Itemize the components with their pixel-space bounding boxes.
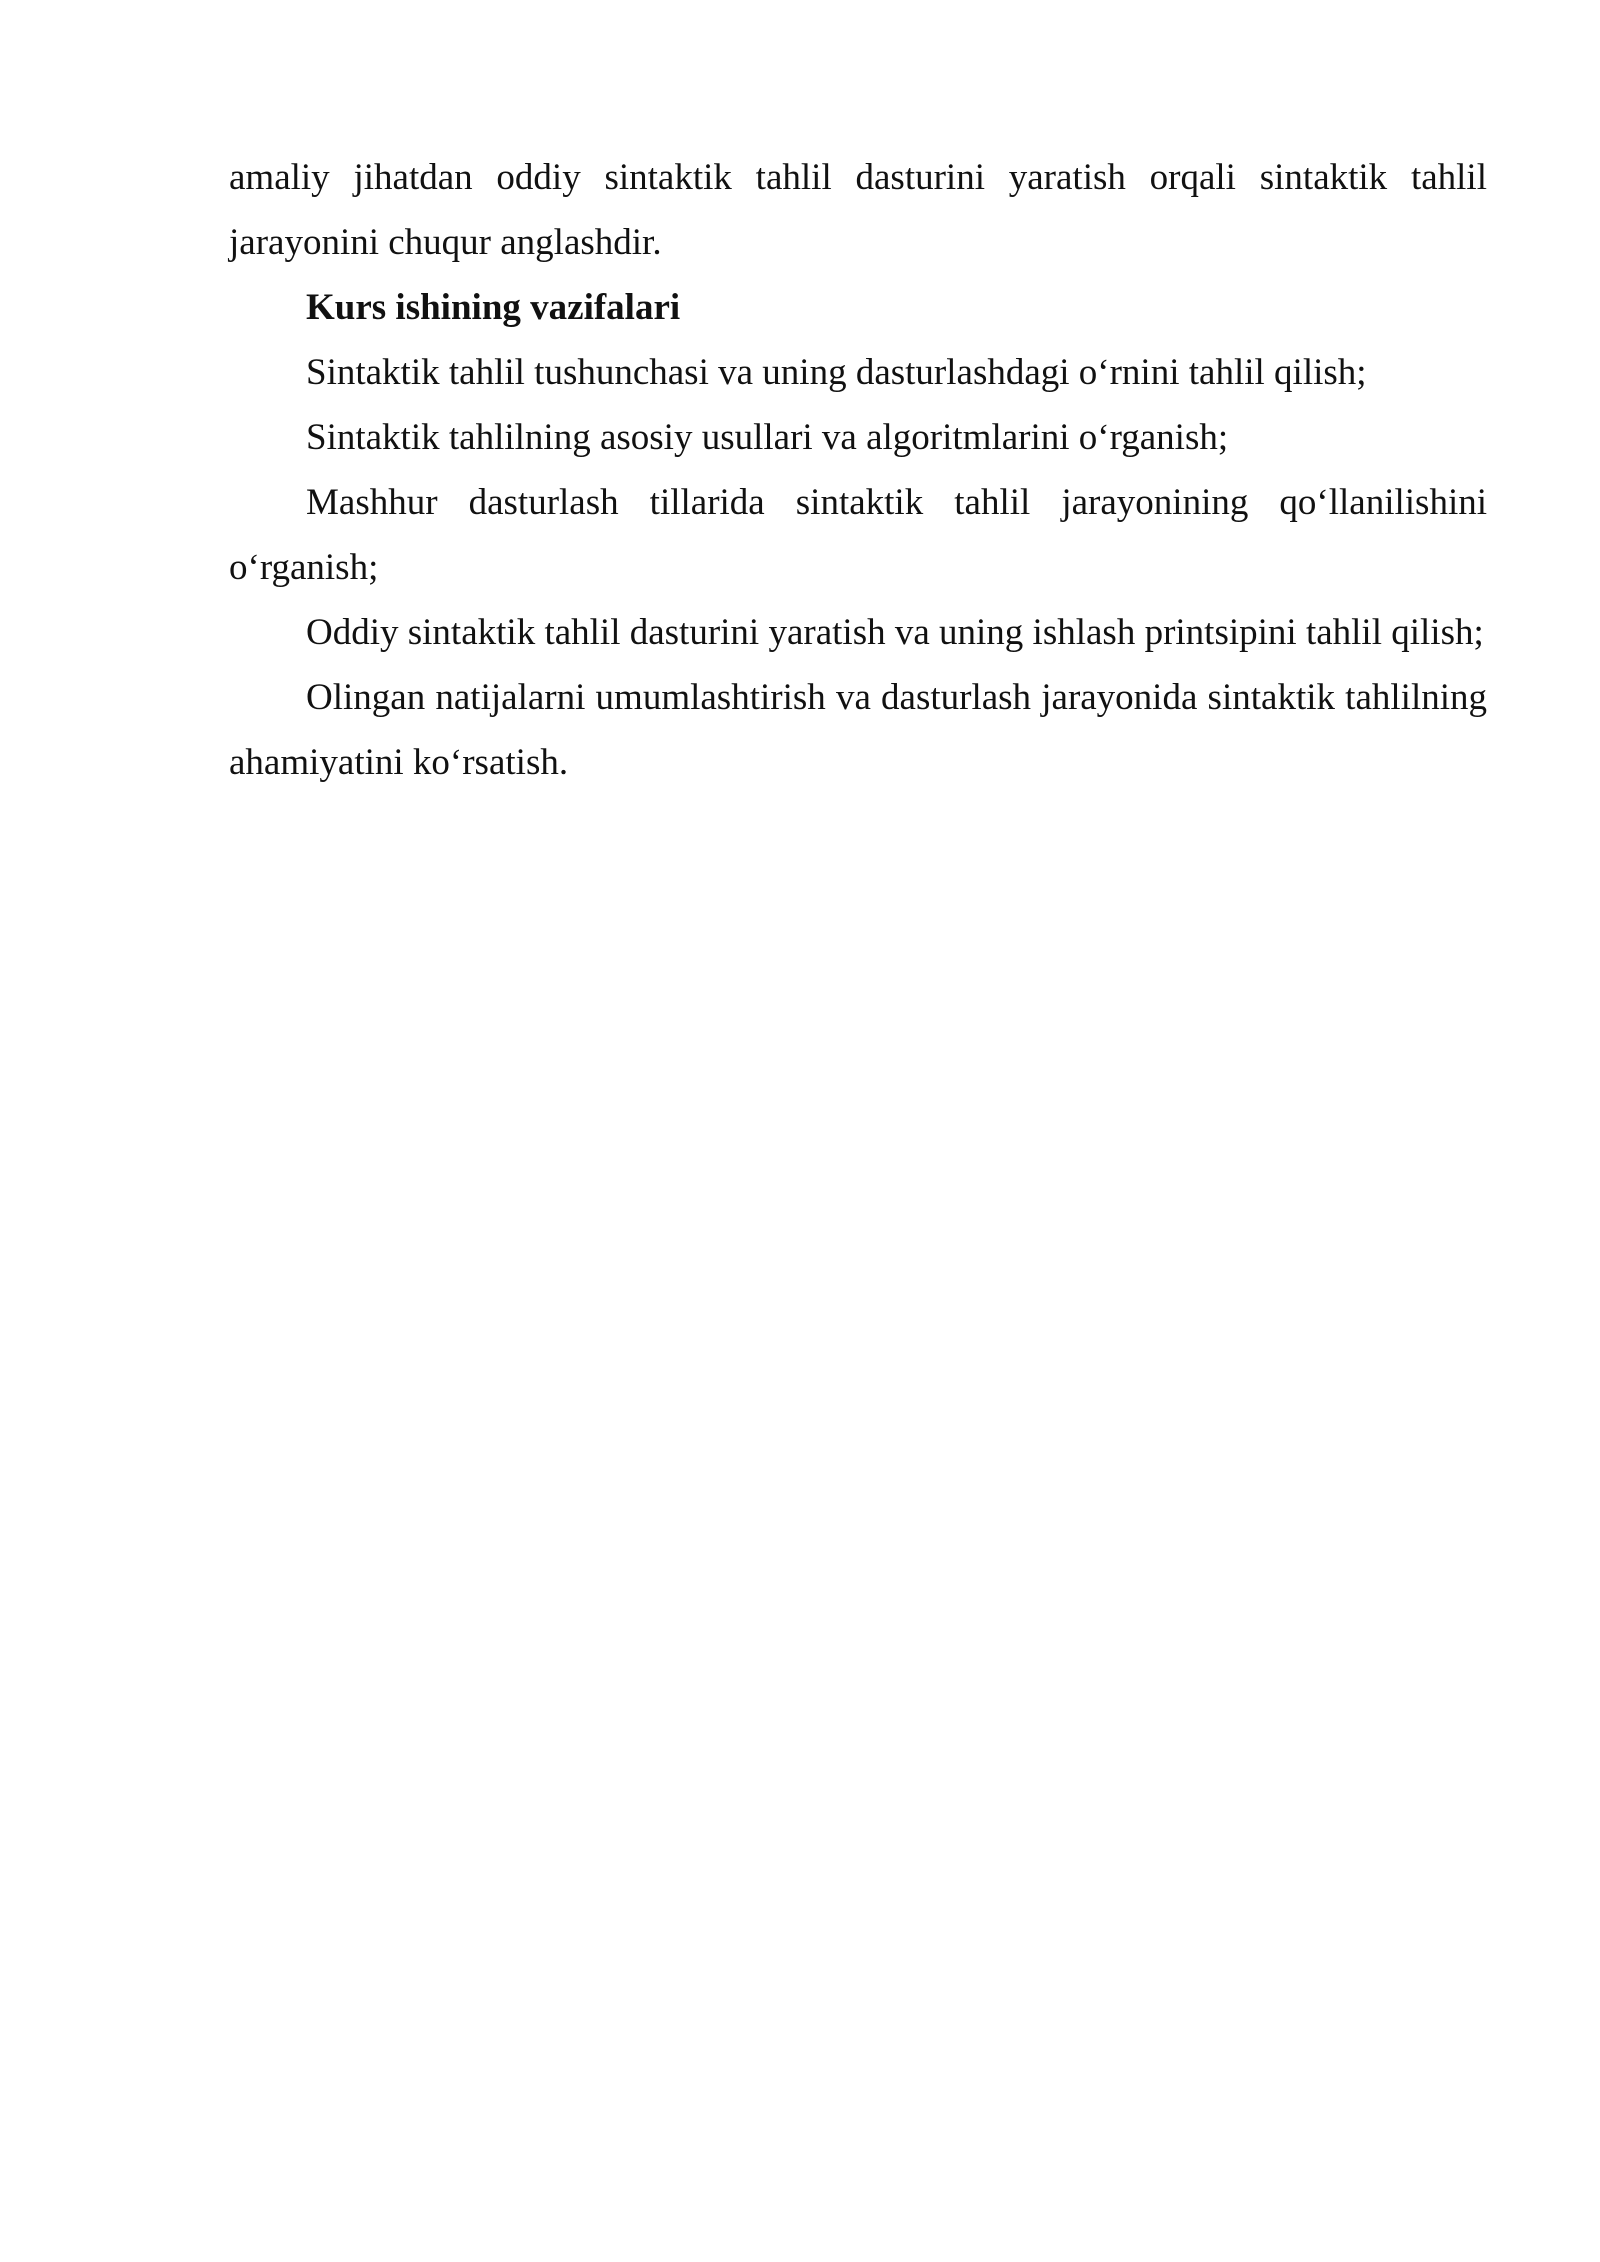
document-body: [229, 145, 1487, 795]
task-item-3: Mashhur dasturlash tillarida sintaktik tahlil jarayonining qo‘llanilishini o‘rganish;: [229, 482, 1487, 588]
tasks-heading: Kurs ishining vazifalari: [306, 287, 681, 328]
task-item-4: Oddiy sintaktik tahlil dasturini yaratish va uning ishlash printsipini tahlil qilish;: [306, 612, 1484, 653]
intro-continuation-paragraph: amaliy jihatdan oddiy sintaktik tahlil dasturini yaratish orqali sintaktik tahlil jarayonini chuqur anglashdir.: [229, 157, 1487, 263]
task-item-5: Olingan natijalarni umumlashtirish va dasturlash jarayonida sintaktik tahlilning ahamiyatini ko‘rsatish.: [229, 677, 1487, 783]
task-item-2: Sintaktik tahlilning asosiy usullari va algoritmlarini o‘rganish;: [306, 417, 1229, 458]
task-item-1: Sintaktik tahlil tushunchasi va uning dasturlashdagi o‘rnini tahlil qilish;: [306, 352, 1367, 393]
